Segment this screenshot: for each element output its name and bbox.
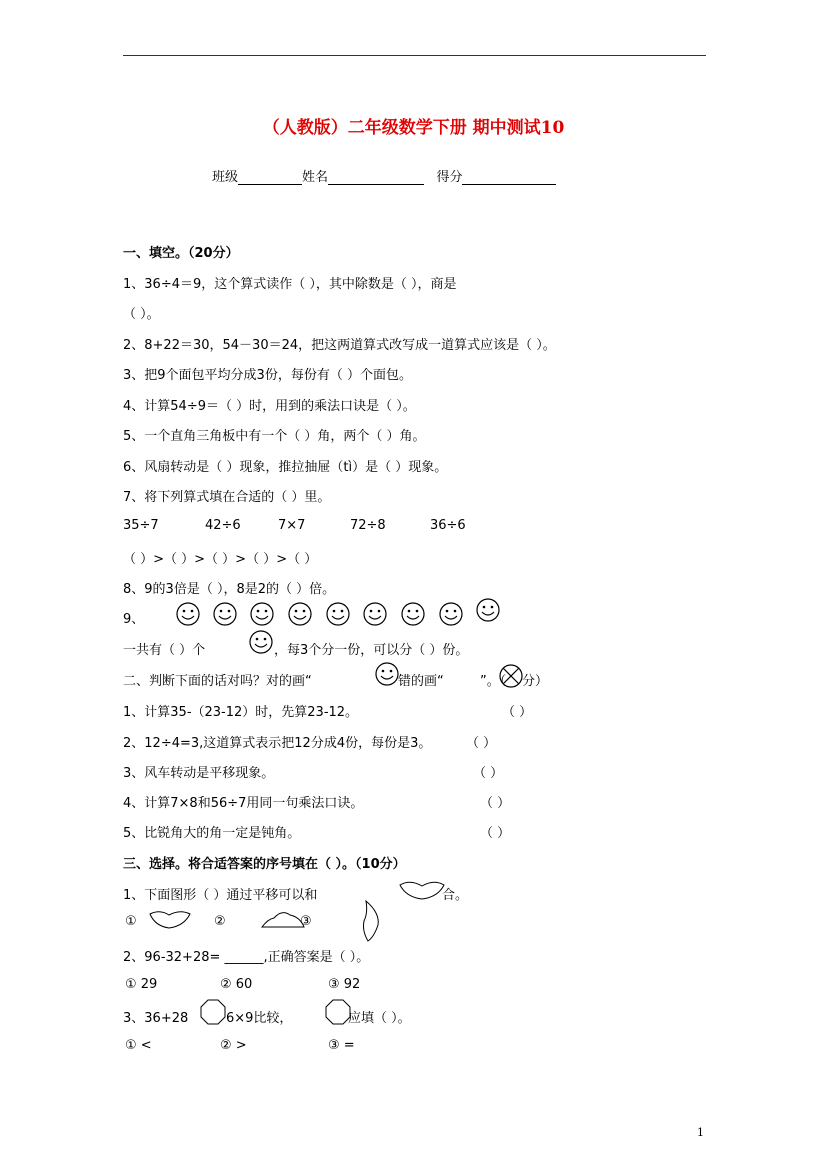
choice-q2-opt1[interactable]: ① 29	[125, 977, 158, 992]
score-blank[interactable]	[462, 171, 556, 185]
smiley-icon	[402, 603, 424, 625]
name-label: 姓名	[302, 170, 329, 185]
smiley-icon	[177, 603, 199, 625]
choice-q3-opt1[interactable]: ① <	[125, 1038, 152, 1053]
question-1-3: 3、把9个面包平均分成3份，每份有（ ）个面包。	[123, 368, 412, 383]
smiley-icon	[248, 630, 276, 656]
smiley-icon	[214, 603, 236, 625]
question-1-2: 2、8+22＝30，54－30＝24，把这两道算式改写成一道算式应该是（ ）。	[123, 338, 556, 353]
choice-q2-opt2[interactable]: ② 60	[220, 977, 253, 992]
q9-prefix: 一共有（ ）个	[123, 643, 206, 658]
choice-q1-opt1[interactable]: ①	[125, 914, 137, 929]
judge-paren-2[interactable]: （ ）	[466, 736, 497, 751]
smiley-icon	[440, 603, 462, 625]
choice-q3-c: 应填（ ）。	[348, 1011, 411, 1026]
leaf-shape-icon	[360, 899, 382, 943]
student-info-line	[212, 166, 556, 185]
q7-expr-2: 42÷6	[205, 518, 241, 533]
section1-heading: 一、填空。（20分）	[123, 246, 239, 261]
question-1-6: 6、风扇转动是（ ）现象，推拉抽屉（tì）是（ ）现象。	[123, 460, 448, 475]
heart-shape-icon	[148, 909, 192, 931]
section2-heading	[123, 670, 312, 689]
page-title: （人教版）二年级数学下册 期中测试10	[262, 118, 565, 138]
smiley-icon	[477, 599, 499, 621]
question-1-8: 8、9的3倍是（ ），8是2的（ ）倍。	[123, 582, 336, 597]
q7-compare-line: （ ）>（ ）>（ ）>（ ）>（ ）	[123, 552, 318, 567]
judge-item-3: 3、风车转动是平移现象。	[123, 766, 275, 781]
choice-q1: 1、下面图形（ ）通过平移可以和	[123, 888, 318, 903]
page-number: 1	[697, 1126, 704, 1139]
score-label: 得分	[436, 170, 463, 185]
header-rule	[123, 55, 706, 56]
question-1-7: 7、将下列算式填在合适的（ ）里。	[123, 490, 331, 505]
choice-q1-end: 合。	[442, 888, 469, 903]
question-1-1: 1、36÷4＝9，这个算式读作（ ），其中除数是（ ），商是	[123, 277, 457, 292]
judge-paren-1[interactable]: （ ）	[502, 705, 533, 720]
class-label: 班级	[212, 170, 239, 185]
section2-heading-post: ”。（	[480, 674, 507, 689]
choice-q1-opt3[interactable]: ③	[300, 914, 312, 929]
choice-q3-opt3[interactable]: ③ =	[328, 1038, 355, 1053]
judge-paren-5[interactable]: （ ）	[480, 826, 511, 841]
q7-expr-4: 72÷8	[350, 518, 386, 533]
smiley-icon	[327, 603, 349, 625]
choice-q2: 2、96-32+28= ______,正确答案是（ ）。	[123, 950, 370, 965]
judge-paren-4[interactable]: （ ）	[480, 796, 511, 811]
q7-expr-5: 36÷6	[430, 518, 466, 533]
smiley-faces-group	[170, 600, 570, 630]
choice-q1-opt2[interactable]: ②	[214, 914, 226, 929]
smiley-icon	[289, 603, 311, 625]
judge-item-5: 5、比锐角大的角一定是钝角。	[123, 826, 301, 841]
name-blank[interactable]	[328, 171, 424, 185]
smiley-icon	[251, 603, 273, 625]
q9-suffix: ，每3个分一份，可以分（ ）份。	[274, 643, 469, 658]
choice-q3-b: 6×9比较，	[226, 1011, 293, 1026]
q7-expr-1: 35÷7	[123, 518, 159, 533]
judge-paren-3[interactable]: （ ）	[473, 766, 504, 781]
judge-item-2: 2、12÷4=3,这道算式表示把12分成4份，每份是3。	[123, 736, 432, 751]
class-blank[interactable]	[238, 171, 302, 185]
section2-heading-mid: 错的画“	[398, 674, 444, 689]
heart-shape-icon	[398, 879, 448, 901]
question-1-9-line2	[123, 639, 205, 658]
choice-q3-opt2[interactable]: ② >	[220, 1038, 247, 1053]
choice-q2-opt3[interactable]: ③ 92	[328, 977, 361, 992]
question-1-9: 9、	[123, 612, 145, 627]
judge-item-4: 4、计算7×8和56÷7用同一句乘法口诀。	[123, 796, 364, 811]
q7-expr-3: 7×7	[278, 518, 306, 533]
section2-heading-pre: 二、判断下面的话对吗？对的画“	[123, 674, 312, 689]
octagon-blank-icon[interactable]	[200, 999, 226, 1025]
question-1-5: 5、一个直角三角板中有一个（ ）角，两个（ ）角。	[123, 429, 426, 444]
section3-heading: 三、选择。将合适答案的序号填在（ ）。（10分）	[123, 857, 406, 872]
judge-item-1: 1、计算35-（23-12）时，先算23-12。	[123, 705, 359, 720]
smiley-icon	[364, 603, 386, 625]
question-1-1-cont: （ ）。	[123, 307, 160, 322]
question-1-4: 4、计算54÷9＝（ ）时，用到的乘法口诀是（ ）。	[123, 399, 416, 414]
choice-q3-a: 3、36+28	[123, 1011, 189, 1026]
section2-heading-end: 分）	[522, 674, 549, 689]
